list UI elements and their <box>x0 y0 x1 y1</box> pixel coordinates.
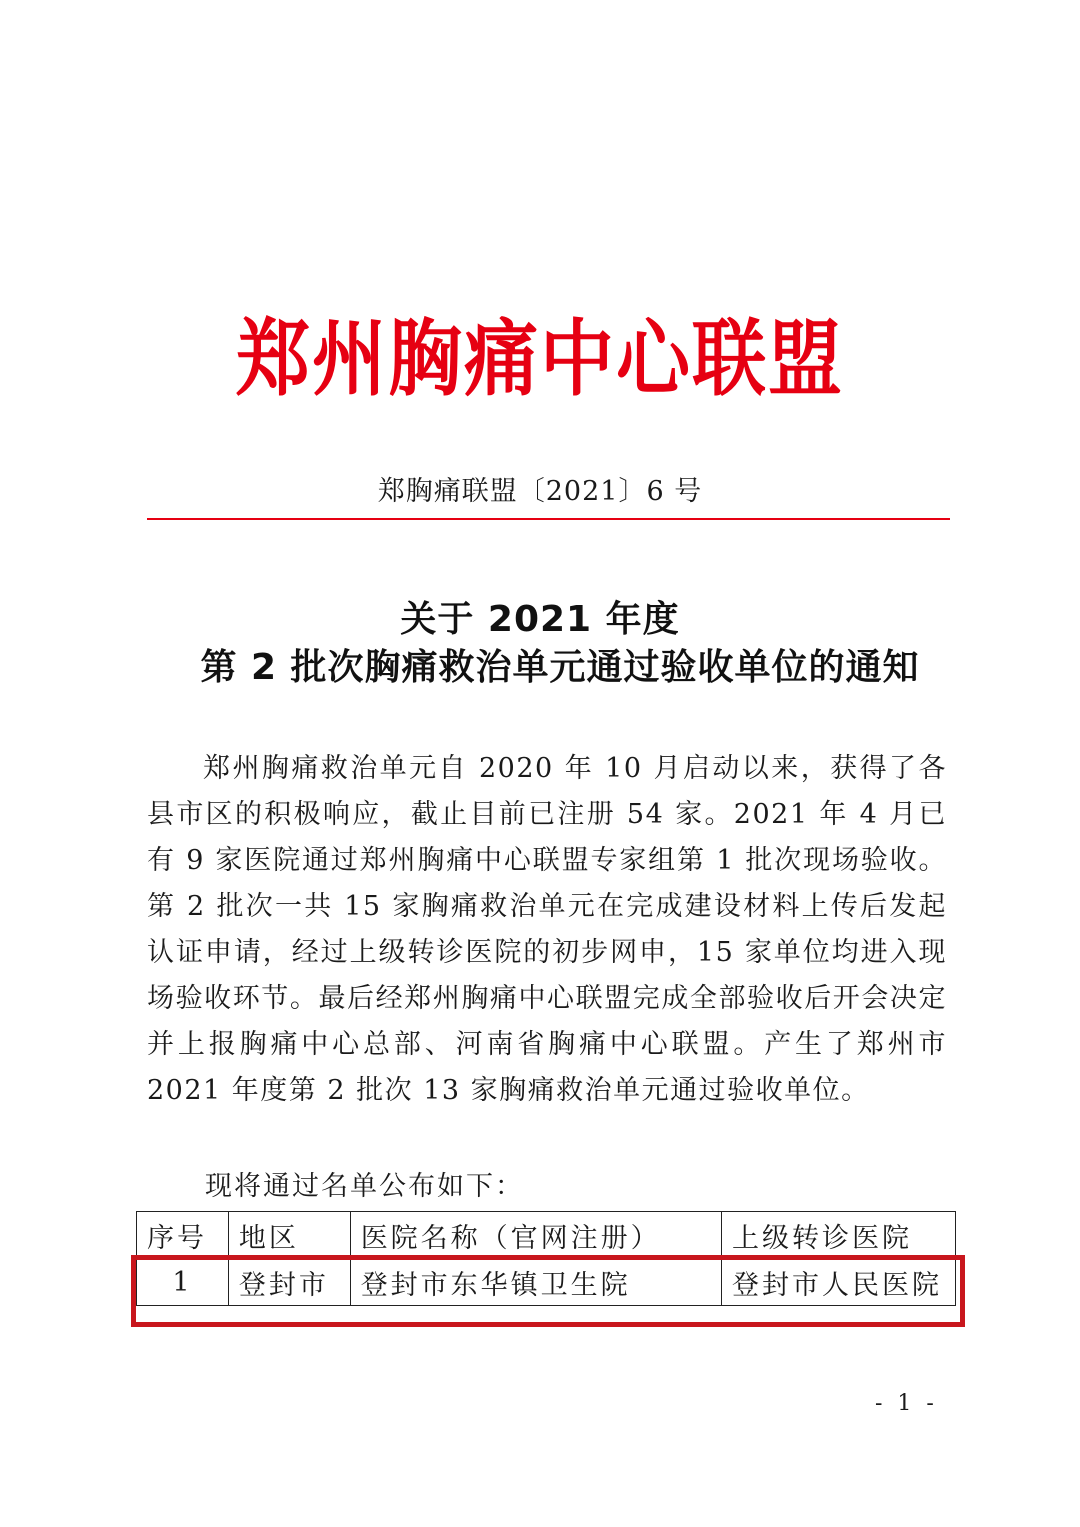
notice-title-line2: 第 2 批次胸痛救治单元通过验收单位的通知 <box>200 647 920 688</box>
page-number: - 1 - <box>875 1391 938 1416</box>
document-number: 郑胸痛联盟〔2021〕6 号 <box>377 476 703 507</box>
red-divider-line <box>147 518 950 520</box>
list-intro-text: 现将通过名单公布如下： <box>205 1171 524 1202</box>
cell-hospital-name: 登封市东华镇卫生院 <box>350 1259 721 1306</box>
header-hospital-name: 医院名称（官网注册） <box>350 1212 721 1259</box>
cell-serial-number: 1 <box>137 1259 229 1306</box>
header-referral-hospital: 上级转诊医院 <box>722 1212 956 1259</box>
cell-referral-hospital: 登封市人民医院 <box>722 1259 956 1306</box>
header-serial-number: 序号 <box>137 1212 229 1259</box>
row-highlight-box <box>131 1255 965 1327</box>
notice-body-paragraph: 郑州胸痛救治单元自 2020 年 10 月启动以来，获得了各县市区的积极响应，截止目前已注册 54 家。2021 年 4 月已有 9 家医院通过郑州胸痛中心联盟专家组第 1 批次现场验收。第 2 批次一共 15 家胸痛救治单元在完成建设材料上传后发起认证申请，经过上级转诊医院的初步网申，15 家单位均进入现场验收环节。最后经郑州胸痛中心联盟完成全部验收后开会决定并上报胸痛中心总部、河南省胸痛中心联盟。产生了郑州市 2021 年度第 2 批次 13 家胸痛救治单元通过验收单位。 <box>147 753 947 1106</box>
notice-title-line1: 关于 2021 年度 <box>400 599 680 640</box>
header-region: 地区 <box>228 1212 350 1259</box>
table-header-row <box>137 1212 956 1259</box>
organization-title: 郑州胸痛中心联盟 <box>236 311 844 408</box>
cell-region: 登封市 <box>228 1259 350 1306</box>
